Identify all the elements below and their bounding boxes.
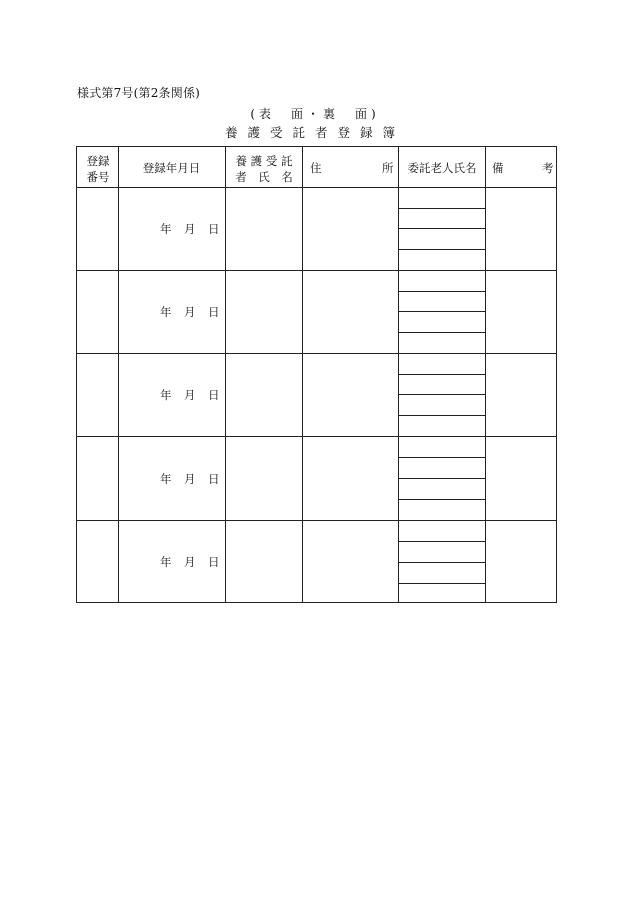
date-year-label: 年 bbox=[160, 472, 172, 486]
column-divider bbox=[225, 147, 226, 602]
header-address-right: 所 bbox=[382, 161, 394, 175]
registration-date-field bbox=[160, 387, 220, 403]
consigner-subline bbox=[398, 332, 485, 333]
date-day-label: 日 bbox=[208, 555, 220, 569]
consigner-subline bbox=[398, 394, 485, 395]
header-registration-date: 登録年月日 bbox=[142, 161, 201, 175]
registration-date-field bbox=[160, 221, 220, 237]
row-divider bbox=[77, 353, 556, 354]
date-year-label: 年 bbox=[160, 555, 172, 569]
header-foster-caregiver-name bbox=[226, 153, 302, 185]
consigner-subline bbox=[398, 228, 485, 229]
header-remarks-right: 考 bbox=[542, 161, 554, 175]
date-year-label: 年 bbox=[160, 222, 172, 236]
row-divider bbox=[77, 520, 556, 521]
header-foster-line2: 者 氏 名 bbox=[235, 170, 293, 184]
document-title: 養護受託者登録簿 bbox=[224, 125, 405, 140]
date-month-label: 月 bbox=[184, 555, 196, 569]
header-foster-line1: 養 護 受 託 bbox=[235, 154, 293, 168]
header-registration-number-line2: 番号 bbox=[86, 170, 110, 184]
header-remarks-left: 備 bbox=[492, 161, 504, 175]
date-day-label: 日 bbox=[208, 305, 220, 319]
consigner-subline bbox=[398, 208, 485, 209]
consigner-subline bbox=[398, 478, 485, 479]
consigner-subline bbox=[398, 457, 485, 458]
consigner-subline bbox=[398, 499, 485, 500]
date-year-label: 年 bbox=[160, 388, 172, 402]
row-divider bbox=[77, 436, 556, 437]
header-entrusted-elder-name: 委託老人氏名 bbox=[407, 161, 477, 175]
document-subtitle: (表 面・裏 面) bbox=[250, 107, 380, 121]
consigner-subline bbox=[398, 291, 485, 292]
consigner-subline bbox=[398, 249, 485, 250]
date-day-label: 日 bbox=[208, 388, 220, 402]
column-divider bbox=[118, 147, 119, 602]
column-divider bbox=[485, 147, 486, 602]
consigner-subline bbox=[398, 583, 485, 584]
header-registration-number-line1: 登録 bbox=[86, 154, 110, 168]
registration-date-field bbox=[160, 304, 220, 320]
date-month-label: 月 bbox=[184, 388, 196, 402]
date-month-label: 月 bbox=[184, 222, 196, 236]
consigner-subline bbox=[398, 374, 485, 375]
date-day-label: 日 bbox=[208, 472, 220, 486]
registration-date-field bbox=[160, 471, 220, 487]
date-month-label: 月 bbox=[184, 305, 196, 319]
register-table bbox=[76, 146, 557, 603]
form-number-label: 様式第7号(第2条関係) bbox=[77, 86, 201, 100]
registration-date-field bbox=[160, 554, 220, 570]
header-address-left: 住 bbox=[310, 161, 322, 175]
date-year-label: 年 bbox=[160, 305, 172, 319]
consigner-subline bbox=[398, 415, 485, 416]
header-divider bbox=[77, 187, 556, 188]
consigner-subline bbox=[398, 562, 485, 563]
date-month-label: 月 bbox=[184, 472, 196, 486]
date-day-label: 日 bbox=[208, 222, 220, 236]
consigner-subline bbox=[398, 541, 485, 542]
header-registration-number bbox=[85, 153, 111, 185]
consigner-subline bbox=[398, 311, 485, 312]
row-divider bbox=[77, 270, 556, 271]
column-divider bbox=[302, 147, 303, 602]
